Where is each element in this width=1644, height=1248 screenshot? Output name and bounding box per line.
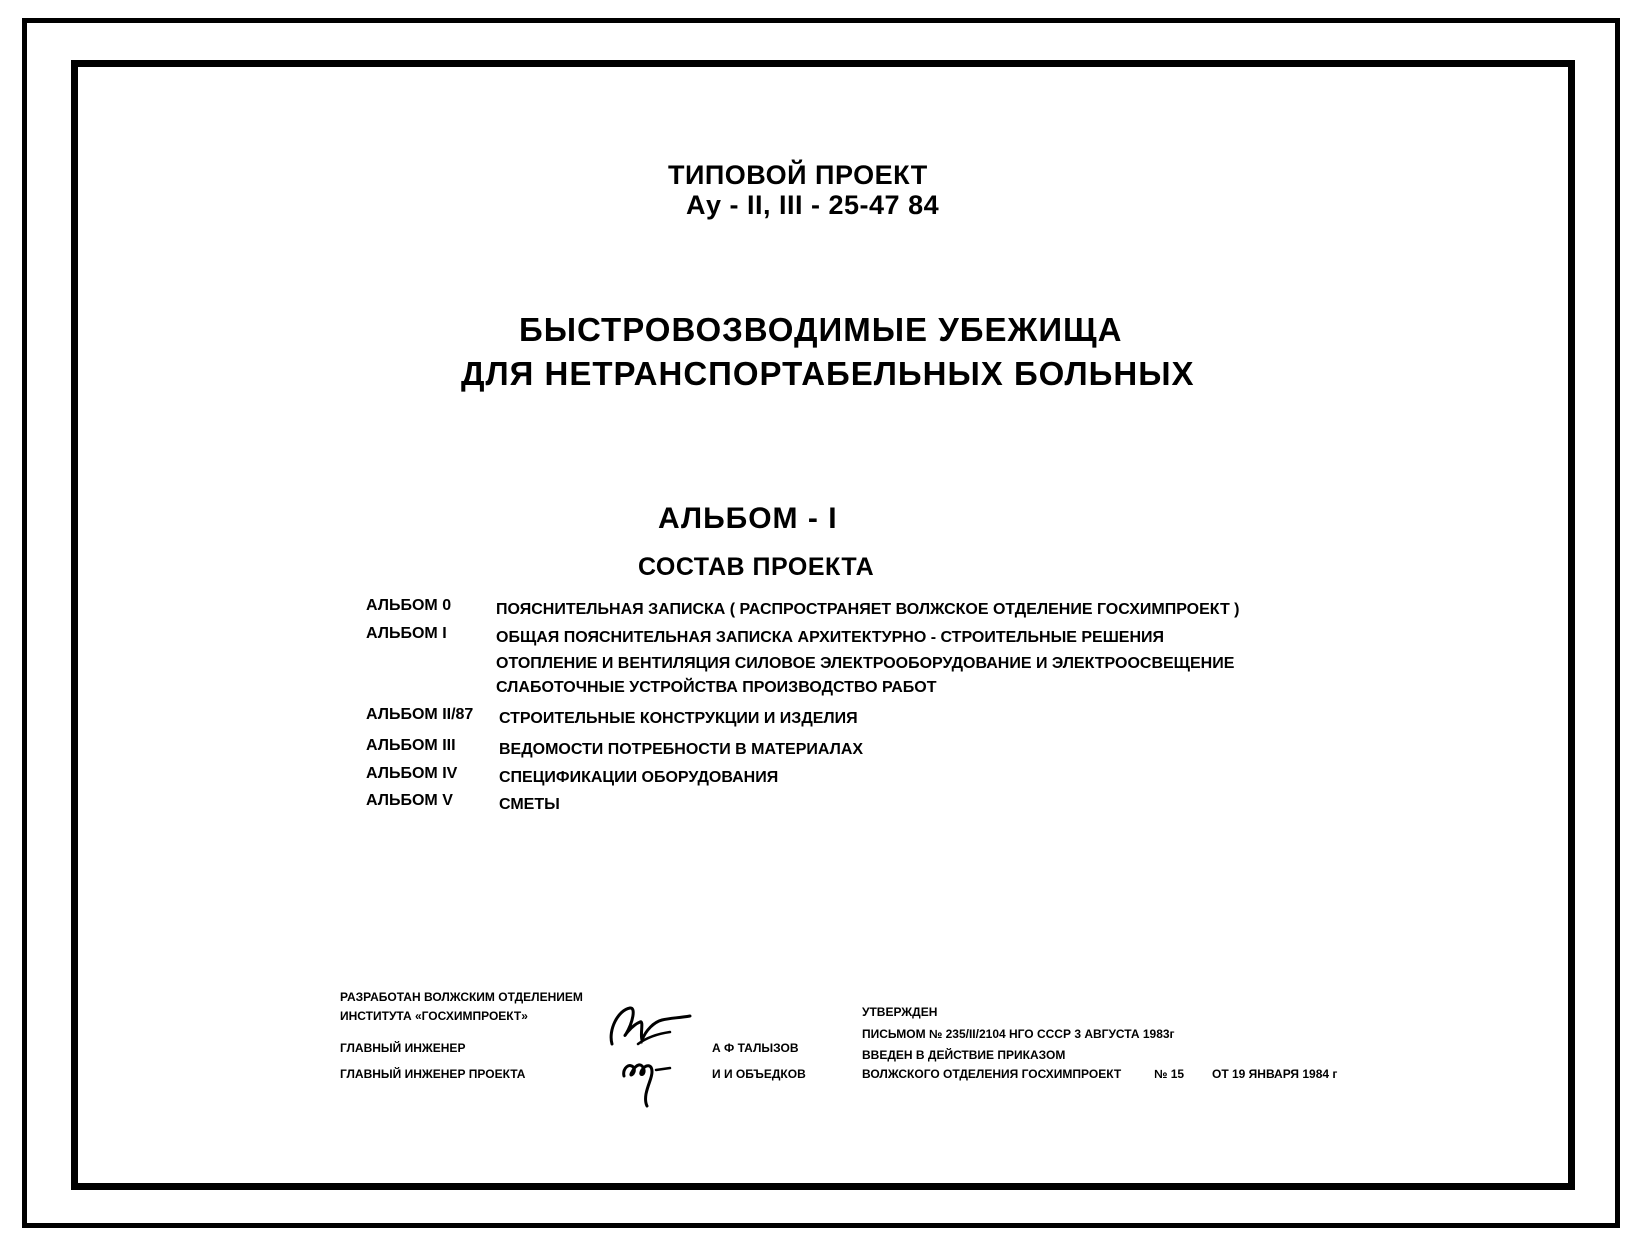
enacted-label: ВВЕДЕН В ДЕЙСТВИЕ ПРИКАЗОМ: [862, 1048, 1066, 1062]
project-code: Ау - II, III - 25-47 84: [686, 190, 940, 220]
album-desc: СПЕЦИФИКАЦИИ ОБОРУДОВАНИЯ: [499, 769, 779, 786]
album-title: АЛЬБОМ - I: [658, 502, 838, 535]
contents-heading: СОСТАВ ПРОЕКТА: [638, 553, 875, 581]
chief-engineer-name: А Ф ТАЛЫЗОВ: [712, 1041, 799, 1055]
chief-project-engineer-name: И И ОБЪЕДКОВ: [712, 1067, 806, 1081]
album-desc: ПОЯСНИТЕЛЬНАЯ ЗАПИСКА ( РАСПРОСТРАНЯЕТ ВОЛЖСКОЕ ОТДЕЛЕНИЕ ГОСХИМПРОЕКТ ): [496, 601, 1240, 618]
order-date: ОТ 19 ЯНВАРЯ 1984 г: [1212, 1067, 1338, 1081]
developer-line-1: РАЗРАБОТАН ВОЛЖСКИМ ОТДЕЛЕНИЕМ: [340, 990, 583, 1004]
developer-line-2: ИНСТИТУТА «ГОСХИМПРОЕКТ»: [340, 1009, 528, 1023]
album-name: АЛЬБОМ IV: [366, 765, 458, 782]
album-desc: СТРОИТЕЛЬНЫЕ КОНСТРУКЦИИ И ИЗДЕЛИЯ: [499, 710, 858, 727]
album-name: АЛЬБОМ V: [366, 792, 453, 809]
order-number: № 15: [1154, 1067, 1185, 1081]
album-desc: ВЕДОМОСТИ ПОТРЕБНОСТИ В МАТЕРИАЛАХ: [499, 741, 864, 758]
album-desc: СМЕТЫ: [499, 796, 560, 813]
album-desc-line-3: СЛАБОТОЧНЫЕ УСТРОЙСТВА ПРОИЗВОДСТВО РАБОТ: [496, 679, 937, 696]
album-name: АЛЬБОМ I: [366, 625, 447, 642]
album-desc-line-2: ОТОПЛЕНИЕ И ВЕНТИЛЯЦИЯ СИЛОВОЕ ЭЛЕКТРООБОРУДОВАНИЕ И ЭЛЕКТРООСВЕЩЕНИЕ: [496, 655, 1235, 672]
project-label: ТИПОВОЙ ПРОЕКТ: [668, 160, 928, 190]
title-line-2: ДЛЯ НЕТРАНСПОРТАБЕЛЬНЫХ БОЛЬНЫХ: [461, 355, 1195, 392]
order-text: ВОЛЖСКОГО ОТДЕЛЕНИЯ ГОСХИМПРОЕКТ: [862, 1067, 1122, 1081]
title-line-1: БЫСТРОВОЗВОДИМЫЕ УБЕЖИЩА: [519, 311, 1123, 348]
album-name: АЛЬБОМ II/87: [366, 706, 474, 723]
signature-chief-project-engineer: [618, 1050, 698, 1110]
album-desc-line-1: ОБЩАЯ ПОЯСНИТЕЛЬНАЯ ЗАПИСКА АРХИТЕКТУРНО - СТРОИТЕЛЬНЫЕ РЕШЕНИЯ: [496, 629, 1165, 646]
approved-label: УТВЕРЖДЕН: [862, 1005, 938, 1019]
album-name: АЛЬБОМ 0: [366, 597, 452, 614]
chief-engineer-label: ГЛАВНЫЙ ИНЖЕНЕР: [340, 1041, 466, 1055]
album-name: АЛЬБОМ III: [366, 737, 456, 754]
approval-letter: ПИСЬМОМ № 235/II/2104 НГО СССР 3 АВГУСТА 1983г: [862, 1027, 1175, 1041]
chief-project-engineer-label: ГЛАВНЫЙ ИНЖЕНЕР ПРОЕКТА: [340, 1067, 526, 1081]
